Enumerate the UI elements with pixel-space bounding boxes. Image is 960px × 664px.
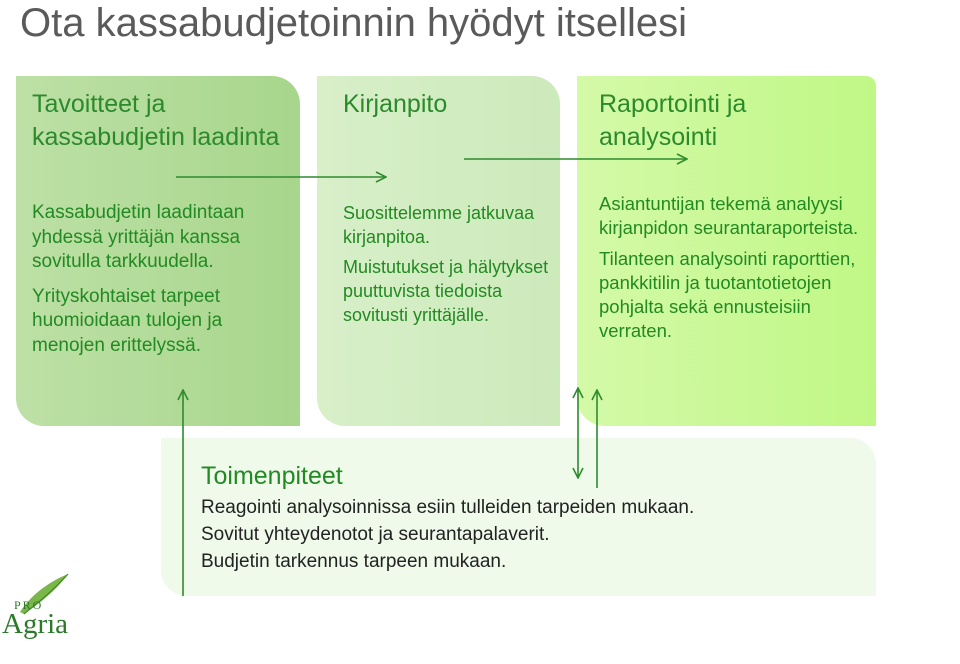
logo-pro-text: PRO [14, 598, 44, 612]
box-reporting-title: Raportointi ja analysointi [599, 90, 747, 151]
box-actions-title: Toimenpiteet [201, 462, 343, 490]
box-reporting-paragraph-2: Tilanteen analysointi raporttien, pankkitilin ja tuotantotietojen pohjalta sekä ennusteisiin verraten. [599, 248, 856, 341]
page-title: Ota kassabudjetoinnin hyödyt itsellesi [20, 1, 688, 45]
box-actions-line-2: Sovitut yhteydenotot ja seurantapalaverit. [201, 524, 550, 545]
box-bookkeeping-paragraph-1: Suosittelemme jatkuvaa kirjanpitoa. [343, 203, 535, 247]
box-goals-title: Tavoitteet ja kassabudjetin laadinta [32, 90, 280, 151]
box-actions-line-1: Reagointi analysoinnissa esiin tulleiden tarpeiden mukaan. [201, 497, 695, 518]
box-reporting-paragraph-1: Asiantuntijan tekemä analyysi kirjanpidon seurantaraporteista. [599, 193, 859, 238]
box-actions-line-3: Budjetin tarkennus tarpeen mukaan. [201, 551, 507, 572]
box-bookkeeping-title: Kirjanpito [343, 90, 448, 118]
box-goals-paragraph-2: Yrityskohtaiset tarpeet huomioidaan tulojen ja menojen erittelyssä. [32, 285, 223, 356]
logo-agria-text: Agria [2, 608, 69, 640]
box-goals-paragraph-1: Kassabudjetin laadintaan yhdessä yrittäjän kanssa sovitulla tarkkuudella. [32, 202, 245, 272]
proagria-logo [0, 570, 80, 660]
box-bookkeeping-paragraph-2: Muistutukset ja hälytykset puuttuvista tiedoista sovitusti yrittäjälle. [343, 257, 549, 325]
